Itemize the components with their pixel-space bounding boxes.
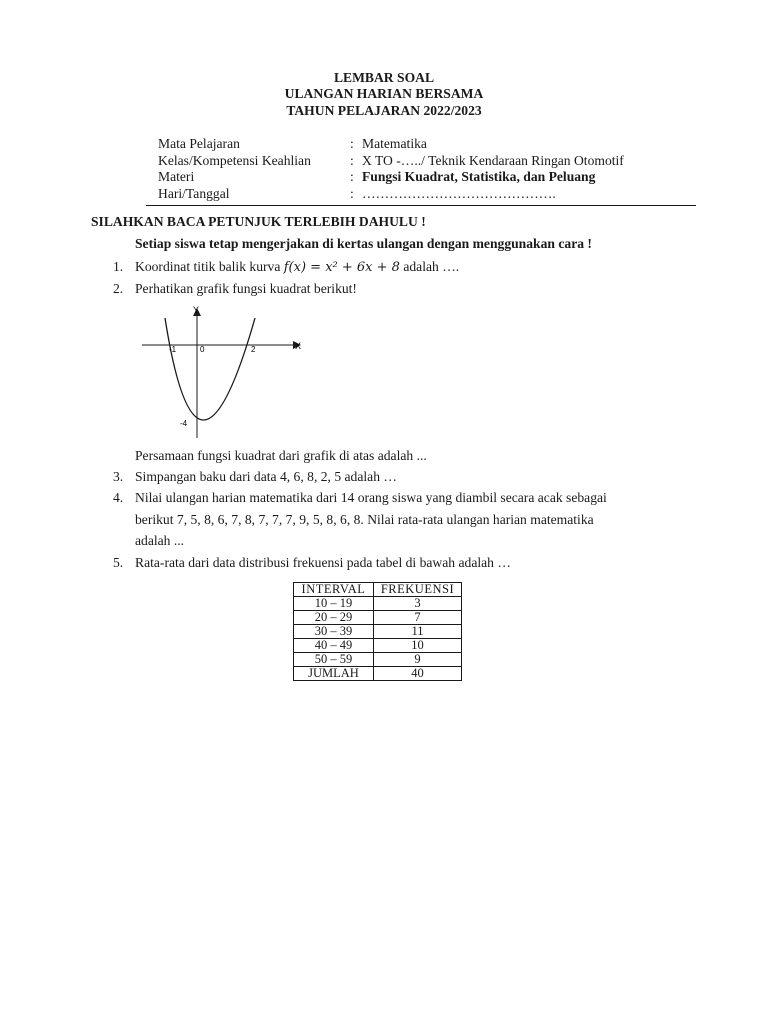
meta-value-date: ……………………………………. <box>362 186 556 201</box>
table-total-row <box>294 667 462 681</box>
table-cell-frequency: 3 <box>374 597 462 611</box>
meta-colon: : <box>350 186 354 201</box>
frequency-table <box>293 582 462 681</box>
instructions-heading: SILAHKAN BACA PETUNJUK TERLEBIH DAHULU ! <box>91 214 426 229</box>
question-2-followup: Persamaan fungsi kuadrat dari grafik di atas adalah ... <box>135 448 427 463</box>
sheet-title: LEMBAR SOAL <box>333 70 435 85</box>
table-row <box>294 611 462 625</box>
table-cell-interval: 50 – 59 <box>294 653 374 667</box>
academic-year: TAHUN PELAJARAN 2022/2023 <box>286 103 482 118</box>
meta-value-class: X TO -…../ Teknik Kendaraan Ringan Otomotif <box>362 153 624 168</box>
question-1 <box>135 259 459 275</box>
meta-label-subject: Mata Pelajaran <box>158 136 240 151</box>
question-1-text-end: adalah …. <box>399 259 460 274</box>
table-row <box>294 625 462 639</box>
table-cell-interval: 30 – 39 <box>294 625 374 639</box>
question-3-text: Simpangan baku dari data 4, 6, 8, 2, 5 adalah … <box>135 469 397 484</box>
table-row <box>294 639 462 653</box>
question-4-line3: adalah ... <box>135 533 185 548</box>
parabola-graph <box>135 300 315 440</box>
instructions-note: Setiap siswa tetap mengerjakan di kertas ulangan dengan menggunakan cara ! <box>135 236 592 251</box>
question-4-line2: berikut 7, 5, 8, 6, 7, 8, 7, 7, 7, 9, 5, 8, 6, 8. Nilai rata-rata ulangan harian matematika <box>135 512 594 527</box>
table-header-interval: INTERVAL <box>294 583 374 597</box>
intercept-label-neg4: -4 <box>180 419 188 428</box>
meta-colon: : <box>350 169 354 184</box>
question-2-text: Perhatikan grafik fungsi kuadrat berikut! <box>135 281 357 296</box>
origin-label: 0 <box>200 345 205 354</box>
question-4-line1: Nilai ulangan harian matematika dari 14 orang siswa yang diambil secara acak sebagai <box>135 490 607 505</box>
question-1-text: Koordinat titik balik kurva <box>135 259 284 274</box>
meta-colon: : <box>350 153 354 168</box>
table-cell-frequency: 11 <box>374 625 462 639</box>
table-cell-interval: 10 – 19 <box>294 597 374 611</box>
table-header-row <box>294 583 462 597</box>
table-cell-frequency: 10 <box>374 639 462 653</box>
table-cell-interval: 40 – 49 <box>294 639 374 653</box>
table-total-value: 40 <box>374 667 462 681</box>
question-number: 3. <box>113 469 124 484</box>
meta-label-class: Kelas/Kompetensi Keahlian <box>158 153 311 168</box>
table-cell-frequency: 7 <box>374 611 462 625</box>
question-5-text: Rata-rata dari data distribusi frekuensi pada tabel di bawah adalah … <box>135 555 511 570</box>
table-row <box>294 653 462 667</box>
y-axis-label: Y <box>193 305 200 315</box>
meta-label-material: Materi <box>158 169 195 184</box>
root-label-2: 2 <box>251 345 256 354</box>
header-divider <box>146 205 696 206</box>
question-number: 2. <box>113 281 124 296</box>
table-cell-interval: 20 – 29 <box>294 611 374 625</box>
question-number: 4. <box>113 490 124 505</box>
x-axis-label: X <box>295 341 302 351</box>
question-number: 5. <box>113 555 124 570</box>
table-total-label: JUMLAH <box>294 667 374 681</box>
parabola-curve <box>165 318 255 420</box>
table-cell-frequency: 9 <box>374 653 462 667</box>
root-label-neg1: -1 <box>169 345 177 354</box>
meta-colon: : <box>350 136 354 151</box>
meta-label-date: Hari/Tanggal <box>158 186 230 201</box>
question-1-formula: f(x) = x² + 6x + 8 <box>283 260 400 275</box>
exam-title: ULANGAN HARIAN BERSAMA <box>284 86 484 101</box>
meta-value-material: Fungsi Kuadrat, Statistika, dan Peluang <box>362 169 596 184</box>
meta-value-subject: Matematika <box>362 136 427 151</box>
question-number: 1. <box>113 259 124 274</box>
table-row <box>294 597 462 611</box>
table-header-frequency: FREKUENSI <box>374 583 462 597</box>
